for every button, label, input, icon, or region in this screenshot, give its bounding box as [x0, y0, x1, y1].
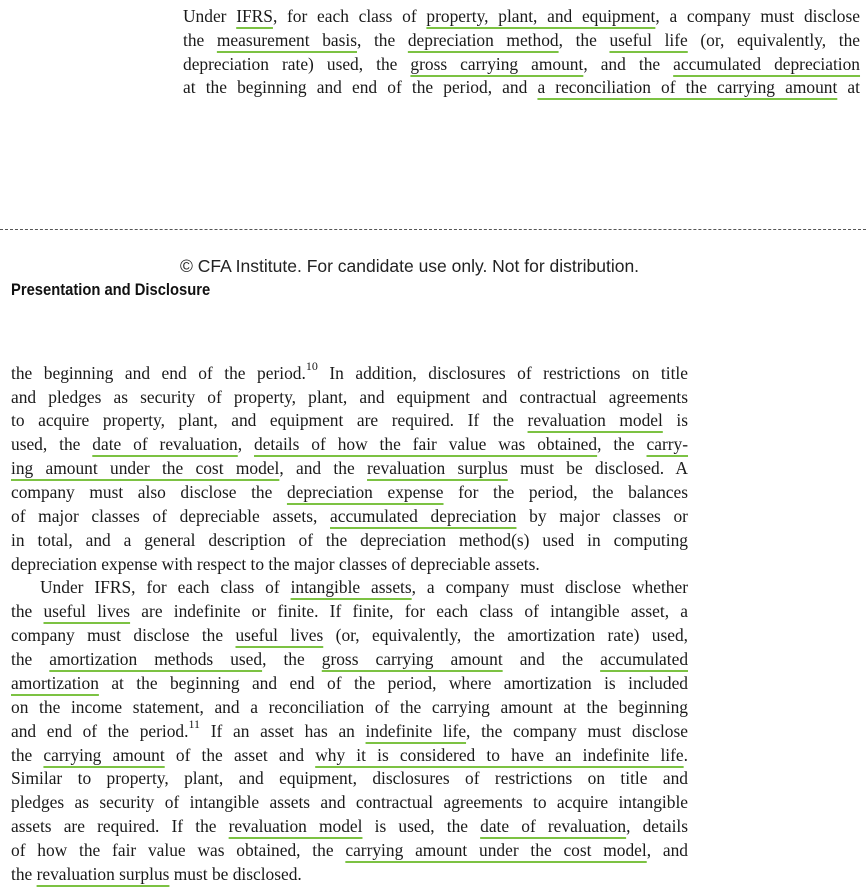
text-run: (or, equivalently, the amortization rate) used,	[323, 625, 689, 645]
text-run: , the	[597, 434, 647, 454]
text-line	[11, 791, 688, 813]
text-run: and end of the period.	[11, 721, 189, 741]
text-line	[11, 624, 688, 646]
text-run: of major classes of depreciable assets,	[11, 506, 330, 526]
text-run: are indefinite or finite. If finite, for each class of intangible asset, a	[130, 601, 688, 621]
text-run: , the	[558, 30, 610, 50]
highlighted-phrase: accumulated	[600, 649, 689, 669]
highlighted-phrase: property, plant, and equipment	[426, 6, 656, 26]
highlighted-phrase: useful life	[609, 30, 688, 50]
highlighted-phrase: gross carrying amount	[410, 54, 584, 74]
text-run: , and the	[583, 54, 674, 74]
text-line	[11, 863, 302, 885]
text-run: , the company must disclose	[466, 721, 688, 741]
text-run: of how the fair value was obtained, the	[11, 840, 346, 860]
text-run: the	[11, 745, 44, 765]
text-run: , the	[357, 30, 408, 50]
text-line	[11, 457, 688, 479]
copyright-notice: © CFA Institute. For candidate use only. Not for distribution.	[180, 256, 640, 276]
highlighted-phrase: IFRS	[236, 6, 273, 26]
highlighted-phrase: a reconciliation of the carrying amount	[537, 77, 838, 97]
text-run: , details	[626, 816, 688, 836]
text-run: by major classes or	[516, 506, 688, 526]
text-run: the	[11, 649, 50, 669]
text-line	[11, 481, 688, 503]
text-line	[11, 696, 688, 718]
text-line	[11, 600, 688, 622]
text-run: , a company must disclose whether	[411, 577, 688, 597]
text-line	[11, 839, 688, 861]
text-line	[11, 648, 688, 670]
text-run: , the	[262, 649, 322, 669]
text-run: Similar to property, plant, and equipment, disclosures of restrictions on title and	[11, 768, 688, 788]
text-line	[11, 359, 688, 384]
text-run: depreciation rate) used, the	[183, 54, 411, 74]
text-run: , a company must disclose	[655, 6, 860, 26]
text-run: ,	[237, 434, 255, 454]
text-run: the beginning and end of the period.	[11, 363, 306, 383]
highlighted-phrase: ing amount under the cost model	[11, 458, 280, 478]
text-line	[11, 815, 688, 837]
text-line	[183, 29, 860, 51]
text-run: the	[11, 864, 37, 884]
text-run: the	[11, 601, 44, 621]
highlighted-phrase: accumulated depreciation	[330, 506, 517, 526]
text-line	[11, 717, 688, 742]
highlighted-phrase: measurement basis	[216, 30, 357, 50]
highlighted-phrase: why it is considered to have an indefinite life	[315, 745, 684, 765]
text-run: must be disclosed.	[169, 864, 302, 884]
text-line	[11, 744, 688, 766]
highlighted-phrase: revaluation surplus	[367, 458, 508, 478]
highlighted-phrase: depreciation expense	[286, 482, 444, 502]
text-run: , and	[646, 840, 688, 860]
text-run: for the period, the balances	[443, 482, 688, 502]
text-line	[11, 767, 688, 789]
text-run: assets are required. If the	[11, 816, 229, 836]
footnote-marker: 11	[188, 717, 201, 732]
text-line	[11, 529, 688, 551]
text-run: , for each class of	[272, 6, 427, 26]
text-line	[11, 672, 688, 694]
text-run: company must also disclose the	[11, 482, 287, 502]
page-break-divider	[0, 229, 866, 230]
highlighted-phrase: indefinite life	[365, 721, 467, 741]
text-run: company must disclose the	[11, 625, 236, 645]
highlighted-phrase: useful lives	[235, 625, 324, 645]
text-run: Under IFRS, for each class of	[40, 577, 291, 597]
text-run: In addition, disclosures of restrictions on title	[317, 363, 688, 383]
text-run: and pledges as security of property, plant, and equipment and contractual agreements	[11, 387, 688, 407]
text-run: the	[183, 30, 217, 50]
text-run: at the beginning and end of the period, where amortization is included	[98, 673, 688, 693]
text-run: (or, equivalently, the	[687, 30, 860, 50]
highlighted-phrase: amortization	[11, 673, 99, 693]
highlighted-phrase: carrying amount under the cost model	[345, 840, 647, 860]
highlighted-phrase: carrying amount	[43, 745, 165, 765]
section-title: Presentation and Disclosure	[11, 281, 211, 299]
highlighted-phrase: date of revaluation	[480, 816, 627, 836]
highlighted-phrase: intangible assets	[290, 577, 412, 597]
text-line	[183, 5, 860, 27]
text-run: , and the	[279, 458, 367, 478]
highlighted-phrase: revaluation surplus	[36, 864, 170, 884]
text-line	[11, 553, 540, 575]
highlighted-phrase: depreciation method	[407, 30, 559, 50]
highlighted-phrase: details of how the fair value was obtained	[254, 434, 598, 454]
highlighted-phrase: amortization methods used	[49, 649, 263, 669]
text-run: is	[662, 410, 688, 430]
highlighted-phrase: revaluation model	[228, 816, 363, 836]
text-run: at the beginning and end of the period, and	[183, 77, 538, 97]
text-line	[183, 53, 860, 75]
highlighted-phrase: accumulated depreciation	[673, 54, 861, 74]
text-line	[11, 386, 688, 408]
text-line	[11, 505, 688, 527]
text-run: on the income statement, and a reconciliation of the carrying amount at the beginning	[11, 697, 688, 717]
text-run: in total, and a general description of the depreciation method(s) used in computing	[11, 530, 688, 550]
highlighted-phrase: date of revaluation	[92, 434, 238, 454]
highlighted-phrase: useful lives	[43, 601, 131, 621]
highlighted-phrase: revaluation model	[527, 410, 663, 430]
text-run: is used, the	[362, 816, 481, 836]
text-line	[183, 76, 860, 98]
text-run: to acquire property, plant, and equipment are required. If the	[11, 410, 528, 430]
text-run: at	[837, 77, 860, 97]
text-run: depreciation expense with respect to the major classes of depreciable assets.	[11, 554, 540, 574]
text-line	[11, 433, 688, 455]
highlighted-phrase: gross carrying amount	[321, 649, 503, 669]
text-run: If an asset has an	[200, 721, 366, 741]
text-run: of the asset and	[164, 745, 316, 765]
text-run: .	[683, 745, 689, 765]
text-run: must be disclosed. A	[507, 458, 688, 478]
text-run: used, the	[11, 434, 93, 454]
highlighted-phrase: carry-	[646, 434, 689, 454]
text-line	[40, 576, 688, 598]
text-run: and the	[502, 649, 601, 669]
text-line	[11, 409, 688, 431]
text-run: pledges as security of intangible assets and contractual agreements to acquire intangible	[11, 792, 688, 812]
footnote-marker: 10	[305, 359, 318, 374]
text-run: Under	[183, 6, 237, 26]
